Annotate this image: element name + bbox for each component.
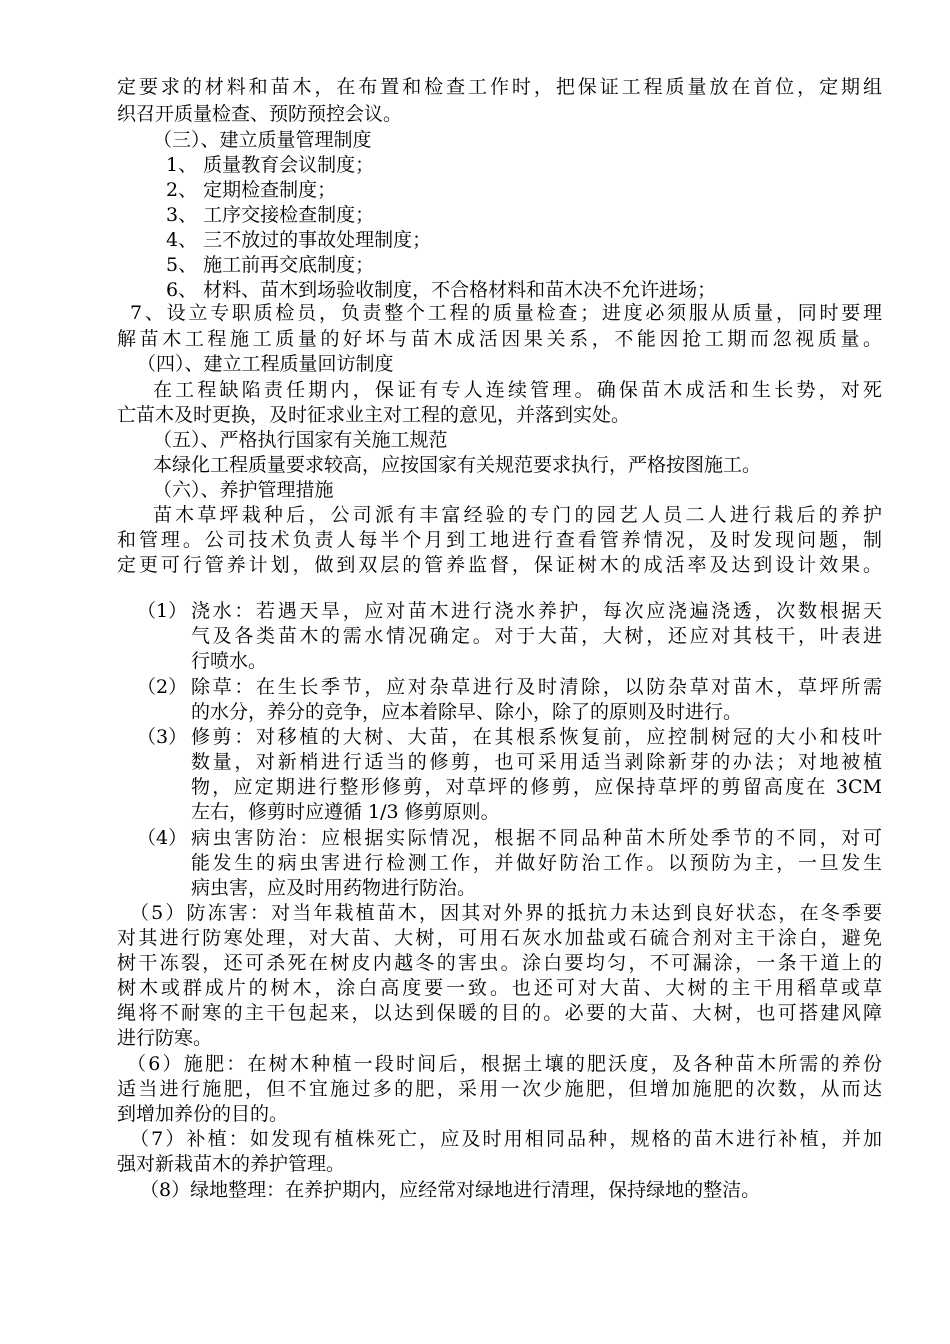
paragraph-line: 和管理。公司技术负责人每半个月到工地进行查看管养情况，及时发现问题，制: [117, 529, 882, 551]
list-item: 2、 定期检查制度；: [166, 179, 337, 201]
paragraph-line: 解苗木工程施工质量的好坏与苗木成活因果关系，不能因抢工期而忽视质量。: [117, 328, 882, 350]
list-item: 的水分，养分的竞争，应本着除早、除小，除了的原则及时进行。: [191, 701, 743, 723]
list-item: 6、 材料、苗木到场验收制度，不合格材料和苗木决不允许进场；: [166, 279, 717, 301]
list-number: （4）: [137, 827, 188, 849]
paragraph-line: 苗木草坪栽种后，公司派有丰富经验的专门的园艺人员二人进行栽后的养护: [153, 504, 882, 526]
list-item: 病虫害防治：应根据实际情况，根据不同品种苗木所处季节的不同，对可: [191, 827, 882, 849]
paragraph-line: 适当进行施肥，但不宜施过多的肥，采用一次少施肥，但增加施肥的次数，从而达: [117, 1078, 882, 1100]
section-heading: （五）、严格执行国家有关施工规范: [153, 429, 448, 451]
paragraph-line: 树干冻裂，还可杀死在树皮内越冬的害虫。涂白要均匀，不可漏涂，一条干道上的: [117, 952, 882, 974]
list-item: 7、设立专职质检员，负责整个工程的质量检查；进度必须服从质量，同时要理: [130, 302, 882, 324]
paragraph-line: 定要求的材料和苗木，在布置和检查工作时，把保证工程质量放在首位，定期组: [117, 76, 882, 98]
list-number: （1）: [137, 600, 188, 622]
paragraph-line: 对其进行防寒处理，对大苗、大树，可用石灰水加盐或石硫合剂对主干涂白，避免: [117, 927, 882, 949]
list-item: （7）补植：如发现有植株死亡，应及时用相同品种，规格的苗木进行补植，并加: [130, 1128, 882, 1150]
list-number: （3）: [137, 726, 188, 748]
paragraph-line: 到增加养份的目的。: [117, 1103, 289, 1125]
list-item: 5、 施工前再交底制度；: [166, 254, 375, 276]
list-item: （8）绿地整理：在养护期内，应经常对绿地进行清理，保持绿地的整洁。: [140, 1179, 761, 1201]
list-number: （2）: [137, 676, 188, 698]
list-item: 能发生的病虫害进行检测工作，并做好防治工作。以预防为主，一旦发生: [191, 852, 882, 874]
list-item: 物，应定期进行整形修剪，对草坪的修剪，应保持草坪的剪留高度在 3CM: [191, 776, 882, 798]
section-heading: （四）、建立工程质量回访制度: [137, 353, 394, 375]
paragraph-line: 绳将不耐寒的主干包起来，以达到保暖的目的。必要的大苗、大树，也可搭建风障: [117, 1002, 882, 1024]
paragraph-line: 本绿化工程质量要求较高，应按国家有关规范要求执行，严格按图施工。: [153, 454, 762, 476]
section-heading: （六）、养护管理措施: [153, 479, 334, 501]
list-item: 数量，对新梢进行适当的修剪，也可采用适当剥除新芽的办法；对地被植: [191, 751, 882, 773]
paragraph-line: 亡苗木及时更换，及时征求业主对工程的意见，并落到实处。: [117, 404, 631, 426]
list-item: 病虫害，应及时用药物进行防治。: [191, 877, 477, 899]
paragraph-line: 织召开质量检查、预防预控会议。: [117, 103, 403, 125]
list-item: 浇水：若遇天旱，应对苗木进行浇水养护，每次应浇遍浇透，次数根据天: [191, 600, 882, 622]
list-item: 行喷水。: [191, 650, 268, 672]
paragraph-line: 在工程缺陷责任期内，保证有专人连续管理。确保苗木成活和生长势，对死: [153, 379, 882, 401]
list-item: 除草：在生长季节，应对杂草进行及时清除，以防杂草对苗木，草坪所需: [191, 676, 882, 698]
list-item: （5）防冻害：对当年栽植苗木，因其对外界的抵抗力未达到良好状态，在冬季要: [130, 902, 882, 924]
paragraph-line: 树木或群成片的树木，涂白高度要一致。也还可对大苗、大树的主干用稻草或草: [117, 977, 882, 999]
paragraph-line: 进行防寒。: [117, 1027, 213, 1049]
list-item: 1、 质量教育会议制度；: [166, 154, 375, 176]
list-item: 气及各类苗木的需水情况确定。对于大苗，大树，还应对其枝干，叶表进: [191, 625, 882, 647]
paragraph-line: 定更可行管养计划，做到双层的管养监督，保证树木的成活率及达到设计效果。: [117, 554, 882, 576]
section-heading: （三）、建立质量管理制度: [153, 129, 372, 151]
list-item: 3、 工序交接检查制度；: [166, 204, 375, 226]
paragraph-line: 强对新栽苗木的养护管理。: [117, 1153, 346, 1175]
list-item: 4、 三不放过的事故处理制度；: [166, 229, 432, 251]
list-item: （6）施肥：在树木种植一段时间后，根据土壤的肥沃度，及各种苗木所需的养份: [127, 1053, 882, 1075]
list-item: 左右，修剪时应遵循 1/3 修剪原则。: [191, 801, 500, 823]
list-item: 修剪：对移植的大树、大苗，在其根系恢复前，应控制树冠的大小和枝叶: [191, 726, 882, 748]
